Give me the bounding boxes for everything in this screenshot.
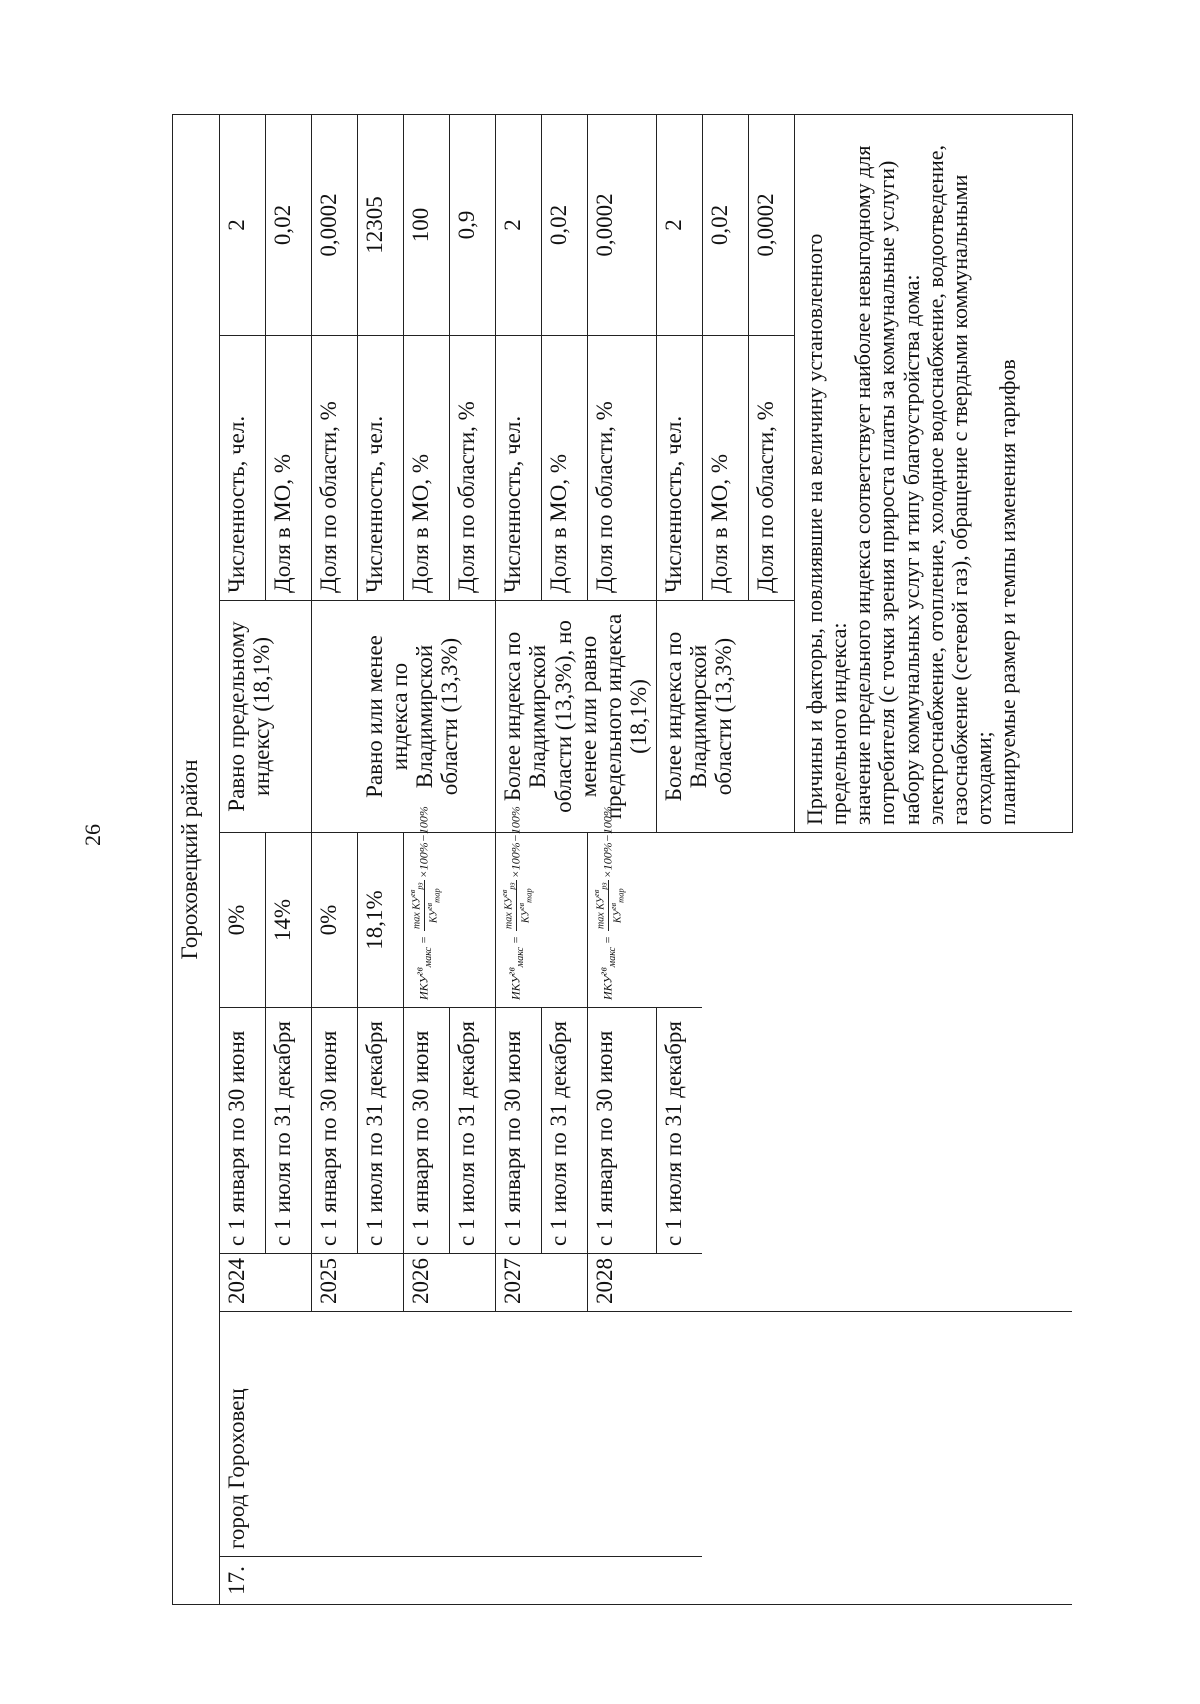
index-table	[172, 114, 1073, 1605]
condition-cell: Равно предельному индексу (18,1%)	[220, 601, 312, 833]
metric-value: 2	[496, 114, 542, 335]
year-cell: 2025	[312, 1254, 404, 1312]
period-cell: с 1 января по 30 июня	[404, 1008, 450, 1254]
metric-value: 0,9	[450, 114, 496, 335]
metric-value: 12305	[358, 114, 404, 335]
period-cell: с 1 июля по 31 декабря	[542, 1008, 588, 1254]
entry-number: 17.	[220, 1557, 703, 1605]
period-cell: с 1 января по 30 июня	[496, 1008, 542, 1254]
metric-label: Доля в МО, %	[702, 336, 748, 601]
metric-label: Численность, чел.	[656, 336, 702, 601]
metric-value: 2	[220, 114, 266, 335]
condition-cell: Более индекса по Владимирской области (13,3%), но менее или равно предельного индекса (18,1%)	[496, 601, 657, 833]
metric-value: 0,02	[542, 114, 588, 335]
metric-value: 0,0002	[588, 114, 657, 335]
factors-line: планируемые размер и темпы изменения тарифов	[995, 359, 1021, 825]
metric-label: Доля в МО, %	[266, 336, 312, 601]
year-cell: 2027	[496, 1254, 588, 1312]
metric-value: 2	[656, 114, 702, 335]
year-cell: 2028	[588, 1254, 703, 1312]
period-cell: с 1 июля по 31 декабря	[266, 1008, 312, 1254]
formula-cell: $ИКУ^{гв}_{макс}$ = $\max КУ^{гв}_{рз}$ $КУ^{гв}_{тар}$ ×100%−100%	[588, 833, 703, 1008]
index-value: 14%	[266, 833, 312, 1008]
metric-label: Доля по области, %	[312, 336, 358, 601]
period-cell: с 1 января по 30 июня	[588, 1008, 657, 1254]
period-cell: с 1 июля по 31 декабря	[656, 1008, 702, 1254]
metric-label: Доля по области, %	[588, 336, 657, 601]
page-number: 26	[80, 824, 105, 846]
formula-cell: $ИКУ^{гв}_{макс}$ = $\max КУ^{гв}_{рз}$ $КУ^{гв}_{тар}$ ×100%−100%	[404, 833, 496, 1008]
index-value: 0%	[312, 833, 358, 1008]
metric-label: Доля в МО, %	[542, 336, 588, 601]
year-cell: 2026	[404, 1254, 496, 1312]
metric-label: Доля по области, %	[748, 336, 794, 601]
condition-cell-empty	[312, 601, 358, 833]
factors-text	[794, 114, 1072, 832]
period-cell: с 1 января по 30 июня	[312, 1008, 358, 1254]
metric-value: 0,0002	[312, 114, 358, 335]
metric-label: Численность, чел.	[220, 336, 266, 601]
metric-value: 0,02	[702, 114, 748, 335]
period-cell: с 1 января по 30 июня	[220, 1008, 266, 1254]
rotated-page-content	[172, 115, 1122, 1605]
metric-label: Доля в МО, %	[404, 336, 450, 601]
condition-cell: Более индекса по Владимирской области (13,3%)	[656, 601, 794, 833]
metric-label: Численность, чел.	[358, 336, 404, 601]
formula-lhs: ИКУ	[416, 975, 431, 1000]
municipality-name: город Гороховец	[220, 1312, 703, 1557]
index-value: 0%	[220, 833, 266, 1008]
district-title: Гороховецкий район	[173, 114, 220, 1604]
metric-value: 0,02	[266, 114, 312, 335]
metric-value: 100	[404, 114, 450, 335]
middle-blank-area	[702, 833, 1072, 1312]
metric-label: Численность, чел.	[496, 336, 542, 601]
condition-cell: Равно или менее индекса по Владимирской области (13,3%)	[358, 601, 496, 833]
period-cell: с 1 июля по 31 декабря	[450, 1008, 496, 1254]
left-blank-area	[702, 1312, 1072, 1605]
year-cell: 2024	[220, 1254, 312, 1312]
index-value: 18,1%	[358, 833, 404, 1008]
factors-line: значение предельного индекса соответствует наиболее невыгодному для потребителя (с точки зрения прироста платы за коммунальные услуги) набору коммунальных услуг и типу благоустройства дома: электроснабжение, отопление, холодное водоснабжение, водоотведение, газоснабжение (сетевой газ), обращение с твердыми коммунальными отходами;	[850, 144, 997, 825]
period-cell: с 1 июля по 31 декабря	[358, 1008, 404, 1254]
metric-label: Доля по области, %	[450, 336, 496, 601]
factors-heading: Причины и факторы, повлиявшие на величину установленного предельного индекса:	[801, 233, 851, 825]
metric-value: 0,0002	[748, 114, 794, 335]
formula-cell: $ИКУ^{гв}_{макс}$ = $\max КУ^{гв}_{рз}$ $КУ^{гв}_{тар}$ ×100%−100%	[496, 833, 588, 1008]
